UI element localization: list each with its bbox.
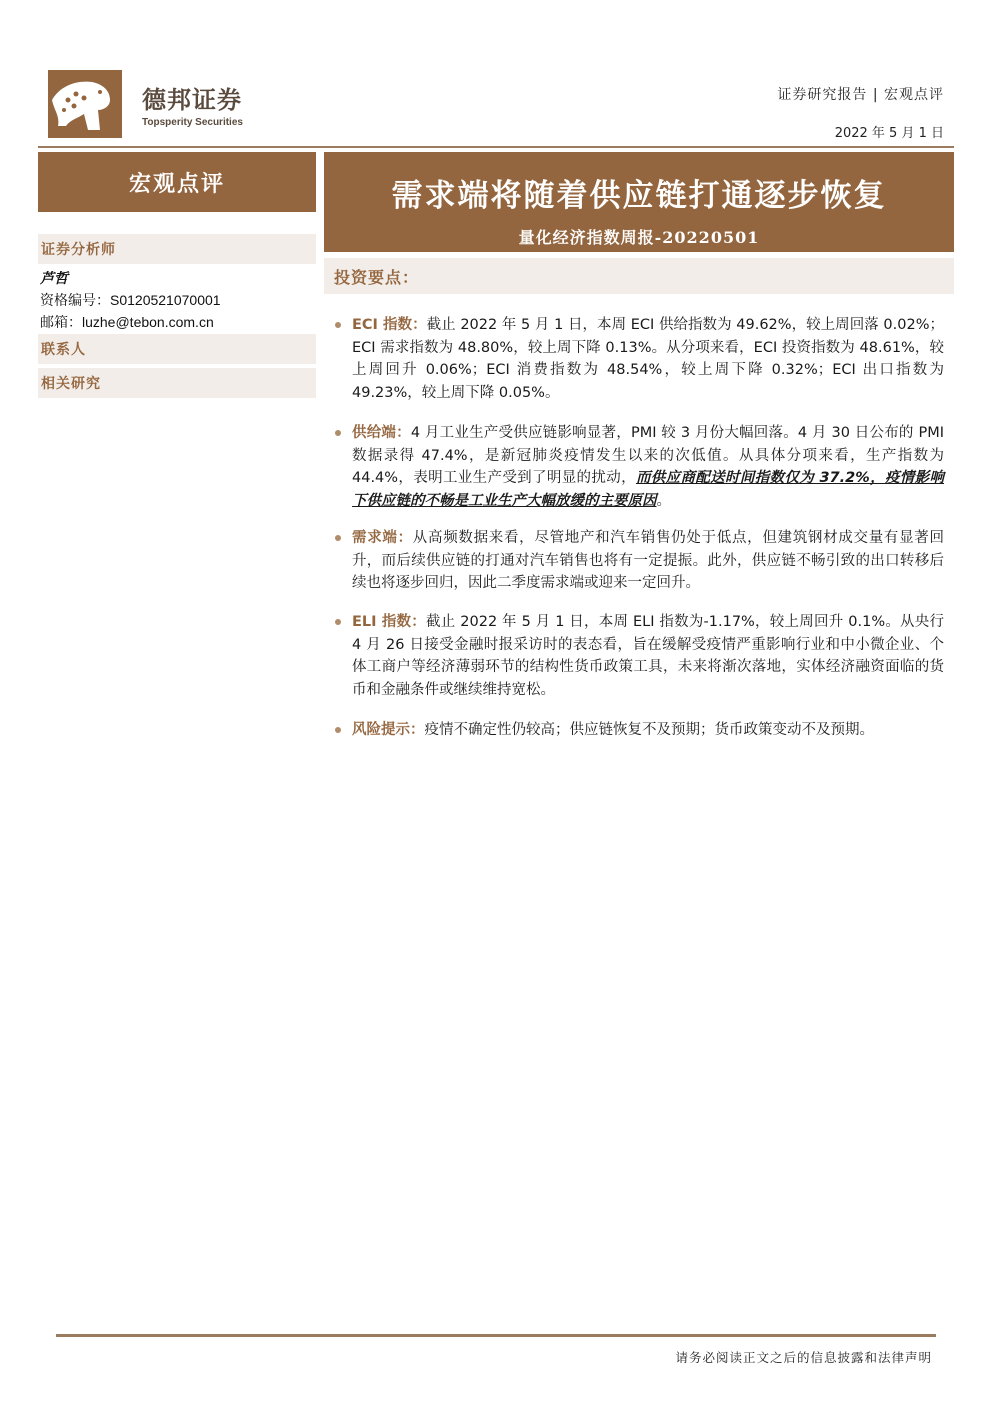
- bullet-eli: [352, 611, 944, 701]
- bullet-emphasis: 而供应商配送时间指数仅为 37.2%，疫情影响下供应链的不畅是工业生产大幅放缓的主要原因: [352, 470, 944, 509]
- report-title: 需求端将随着供应链打通逐步恢复: [391, 178, 887, 214]
- related-research-label: 相关研究: [38, 368, 316, 398]
- bullet-text: 4 月工业生产受供应链影响显著，PMI 较 3 月份大幅回落。4 月 30 日公布的 PMI 数据录得 47.4%，是新冠肺炎疫情发生以来的次低值。从具体分项来看，生产指数为 44.4%，表明工业生产受到了明显的扰动，: [352, 425, 945, 486]
- bullet-text: 截止 2022 年 5 月 1 日，本周 ECI 供给指数为 49.62%，较上周回落 0.02%；ECI 需求指数为 48.80%，较上周下降 0.13%。从分项来看，ECI 投资指数为 48.61%，较上周回升 0.06%；ECI 消费指数为 48.54%，较上周下降 0.32%；ECI 出口指数为 49.23%，较上周下降 0.05%。: [352, 317, 944, 401]
- top-divider: [38, 146, 954, 148]
- report-type: 证券研究报告 | 宏观点评: [777, 87, 944, 103]
- title-banner: [324, 152, 954, 252]
- bottom-divider: [56, 1334, 936, 1337]
- report-date: 2022 年 5 月 1 日: [834, 126, 944, 141]
- bullet-dot-icon: [335, 322, 341, 328]
- analyst-email: 邮箱：luzhe@tebon.com.cn: [40, 314, 214, 330]
- analyst-name: 芦哲: [40, 271, 68, 287]
- bullet-key: ECI 指数：: [352, 317, 427, 333]
- bullet-tail: 。: [656, 492, 671, 509]
- bullet-dot-icon: [335, 619, 341, 625]
- analyst-license: 资格编号：S0120521070001: [40, 292, 221, 308]
- brand-name-en: Topsperity Securities: [142, 117, 243, 128]
- company-logo: [44, 70, 124, 138]
- bullet-text: 从高频数据来看，尽管地产和汽车销售仍处于低点，但建筑钢材成交量有显著回升，而后续供应链的打通对汽车销售也将有一定提振。此外，供应链不畅引致的出口转移后续也将逐步回归，因此二季度需求端或迎来一定回升。: [352, 530, 945, 591]
- bullet-key: ELI 指数：: [352, 614, 426, 630]
- disclaimer-note: 请务必阅读正文之后的信息披露和法律声明: [675, 1350, 932, 1365]
- bullet-text: 截止 2022 年 5 月 1 日，本周 ELI 指数为-1.17%，较上周回升 0.1%。从央行 4 月 26 日接受金融时报采访时的表态看，旨在缓解受疫情严重影响行业和中小微企业、个体工商户等经济薄弱环节的结构性货币政策工具，未来将渐次落地，实体经济融资面临的货币和金融条件或继续维持宽松。: [352, 614, 944, 698]
- bullet-text: 疫情不确定性仍较高；供应链恢复不及预期；货币政策变动不及预期。: [424, 722, 874, 738]
- bullet-eci: [352, 314, 944, 404]
- analyst-section-label: 证券分析师: [38, 234, 316, 264]
- category-banner: 宏观点评: [38, 152, 316, 212]
- contact-section-label: 联系人: [38, 334, 316, 364]
- bullet-risk: [352, 719, 944, 742]
- bullet-demand: [352, 527, 944, 595]
- bullet-dot-icon: [335, 430, 341, 436]
- bullet-dot-icon: [335, 535, 341, 541]
- bullet-supply: [352, 422, 944, 512]
- bullet-key: 供给端：: [352, 425, 411, 441]
- bullet-key: 风险提示：: [352, 722, 425, 738]
- report-subtitle: 量化经济指数周报-20220501: [518, 228, 760, 247]
- investment-highlights-heading: 投资要点：: [324, 258, 954, 294]
- bullet-dot-icon: [335, 727, 341, 733]
- brand: [142, 80, 243, 128]
- bullet-key: 需求端：: [352, 530, 413, 546]
- brand-name-cn: 德邦证券: [142, 86, 242, 114]
